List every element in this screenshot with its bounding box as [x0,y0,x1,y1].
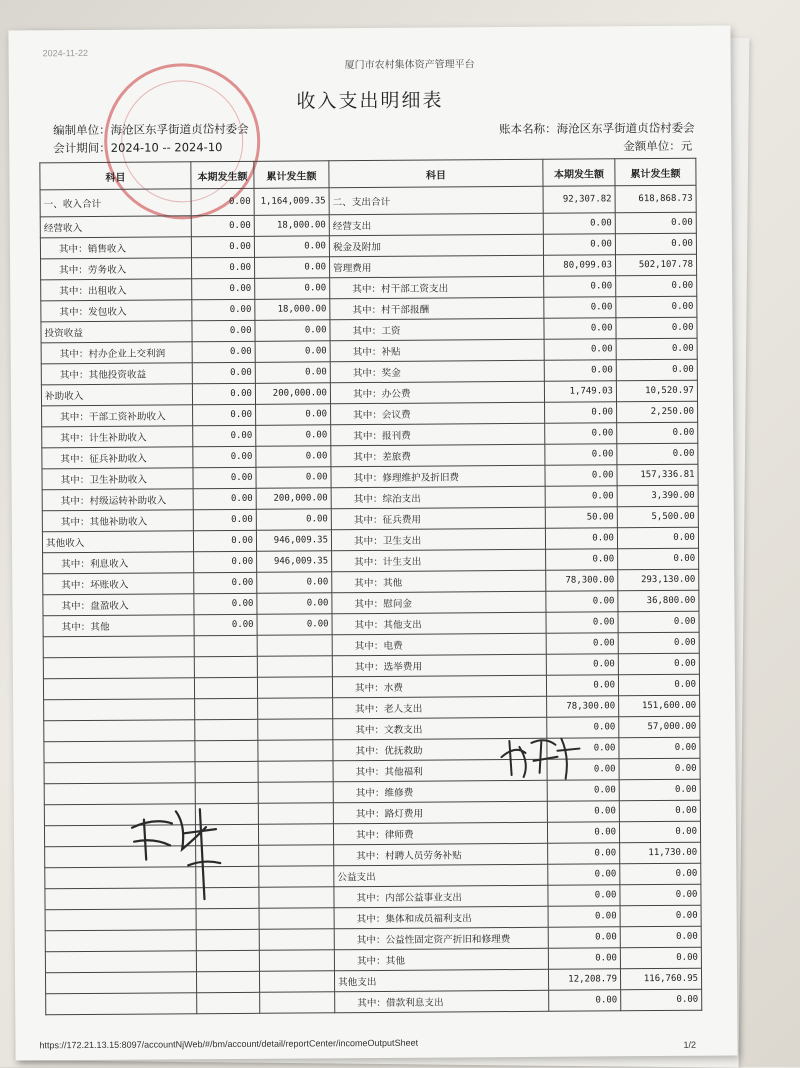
cumulative-amount-cell: 0.00 [619,758,700,780]
empty-cell [44,741,195,763]
empty-cell [259,866,334,888]
current-amount-cell: 0.00 [545,423,617,445]
subject-cell: 管理费用 [330,255,544,277]
cumulative-amount-cell: 0.00 [616,359,697,381]
cumulative-amount-cell: 502,107.78 [615,254,696,276]
cumulative-amount-cell: 0.00 [620,905,701,927]
empty-cell [196,950,259,971]
col-header-current: 本期发生额 [191,161,254,188]
cumulative-amount-cell: 18,000.00 [255,299,330,321]
current-amount-cell: 0.00 [544,360,616,382]
cumulative-amount-cell: 0.00 [255,320,330,342]
subject-cell: 其中：发包收入 [41,300,192,322]
subject-cell: 其中：卫生补助收入 [42,468,193,490]
subject-cell: 其中：征兵费用 [331,507,545,529]
empty-cell [257,635,332,657]
current-amount-cell: 0.00 [546,633,618,655]
current-amount-cell: 0.00 [544,318,616,340]
current-amount-cell: 0.00 [194,593,257,614]
subject-cell: 其中：其他 [332,570,546,592]
subject-cell: 其中：律师费 [333,822,547,844]
empty-cell [258,740,333,762]
current-amount-cell: 0.00 [543,234,615,256]
cumulative-amount-cell: 36,800.00 [618,590,699,612]
empty-cell [45,972,196,994]
cumulative-amount-cell: 618,868.73 [615,185,696,213]
platform-name: 厦门市农村集体资产管理平台 [344,59,475,72]
subject-cell: 其中：其他补助收入 [42,510,193,532]
empty-cell [259,929,334,951]
cumulative-amount-cell: 151,600.00 [619,695,700,717]
current-amount-cell: 0.00 [193,446,256,467]
current-amount-cell: 0.00 [547,717,619,739]
current-amount-cell: 0.00 [192,362,255,383]
current-amount-cell: 0.00 [547,759,619,781]
empty-cell [259,887,334,909]
subject-cell: 其中：水费 [332,675,546,697]
subject-cell: 其中：修理维护及折旧费 [331,465,545,487]
cumulative-amount-cell: 0.00 [616,275,697,297]
subject-cell: 其中：老人支出 [333,696,547,718]
current-amount-cell: 0.00 [547,801,619,823]
current-amount-cell: 92,307.82 [543,186,615,214]
subject-cell: 其中：其他 [334,948,548,970]
empty-cell [45,909,196,931]
subject-cell: 其中：内部公益事业支出 [334,885,548,907]
subject-cell: 经营收入 [40,216,191,238]
cumulative-amount-cell: 0.00 [617,443,698,465]
cumulative-amount-cell: 946,009.35 [256,530,331,552]
current-amount-cell: 0.00 [545,486,617,508]
current-amount-cell: 80,099.03 [543,255,615,277]
subject-cell: 其中：出租收入 [41,279,192,301]
cumulative-amount-cell: 293,130.00 [618,569,699,591]
subject-cell: 其中：优抚救助 [333,738,547,760]
empty-cell [196,908,259,929]
subject-cell: 其中：其他投资收益 [41,363,192,385]
subject-cell: 其中：销售收入 [40,237,191,259]
currency-unit: 金额单位：元 [623,138,693,154]
cumulative-amount-cell: 200,000.00 [255,383,330,405]
cumulative-amount-cell: 0.00 [618,632,699,654]
footer-url: https://172.21.13.15:8097/accountNjWeb/#/bm/account/detail/reportCenter/incomeOutputSheet [39,1037,419,1051]
current-amount-cell: 0.00 [548,906,620,928]
current-amount-cell: 0.00 [544,339,616,361]
current-amount-cell: 0.00 [548,864,620,886]
col-header-subject: 科目 [329,159,543,187]
cumulative-amount-cell: 1,164,009.35 [254,188,329,216]
cumulative-amount-cell: 0.00 [620,884,701,906]
cumulative-amount-cell: 5,500.00 [617,506,698,528]
subject-cell: 其中：借款利息支出 [335,990,549,1012]
handwritten-signature-left [124,789,235,910]
current-amount-cell: 0.00 [192,383,255,404]
subject-cell: 税金及附加 [329,234,543,256]
current-amount-cell: 0.00 [193,488,256,509]
cumulative-amount-cell: 18,000.00 [254,215,329,237]
cumulative-amount-cell: 0.00 [620,926,701,948]
current-amount-cell: 0.00 [545,402,617,424]
subject-cell: 其中：村办企业上交利润 [41,342,192,364]
cumulative-amount-cell: 0.00 [619,821,700,843]
subject-cell: 二、支出合计 [329,186,543,214]
empty-cell [259,908,334,930]
cumulative-amount-cell: 0.00 [256,425,331,447]
empty-cell [194,635,257,656]
subject-cell: 其中：卫生支出 [331,528,545,550]
current-amount-cell: 0.00 [546,675,618,697]
current-amount-cell: 0.00 [544,297,616,319]
subject-cell: 其中：征兵补助收入 [42,447,193,469]
col-header-current: 本期发生额 [543,159,615,187]
empty-cell [196,971,259,992]
subject-cell: 其中：综治支出 [331,486,545,508]
subject-cell: 其中：坏账收入 [43,573,194,595]
empty-cell [257,677,332,699]
col-header-cumulative: 累计发生额 [254,161,329,189]
empty-cell [44,762,195,784]
cumulative-amount-cell: 0.00 [620,863,701,885]
subject-cell: 补助收入 [41,384,192,406]
empty-cell [258,719,333,741]
empty-cell [196,929,259,950]
ledger-name: 账本名称：海沧区东孚街道贞岱村委会 [499,120,695,137]
cumulative-amount-cell: 0.00 [616,338,697,360]
empty-cell [45,930,196,952]
subject-cell: 其中：劳务收入 [41,258,192,280]
subject-cell: 其中：补贴 [330,339,544,361]
subject-cell: 其中：村干部报酬 [330,297,544,319]
cumulative-amount-cell: 157,336.81 [617,464,698,486]
cumulative-amount-cell: 0.00 [256,446,331,468]
current-amount-cell: 0.00 [546,549,618,571]
empty-cell [258,761,333,783]
current-amount-cell: 0.00 [548,948,620,970]
subject-cell: 其中：慰问金 [332,591,546,613]
cumulative-amount-cell: 0.00 [256,467,331,489]
col-header-subject: 科目 [40,162,191,190]
empty-cell [257,656,332,678]
current-amount-cell: 0.00 [194,551,257,572]
current-amount-cell: 0.00 [546,654,618,676]
current-amount-cell: 0.00 [191,236,254,257]
cumulative-amount-cell: 3,390.00 [617,485,698,507]
cumulative-amount-cell: 0.00 [615,212,696,234]
cumulative-amount-cell: 0.00 [619,779,700,801]
empty-cell [194,656,257,677]
compiling-unit: 编制单位：海沧区东孚街道贞岱村委会 [53,121,249,138]
current-amount-cell: 0.00 [193,509,256,530]
subject-cell: 其中：盘盈收入 [43,594,194,616]
subject-cell: 其中：其他支出 [332,612,546,634]
cumulative-amount-cell: 0.00 [256,509,331,531]
current-amount-cell: 1,749.03 [544,381,616,403]
empty-cell [197,992,260,1013]
subject-cell: 其中：干部工资补助收入 [42,405,193,427]
cumulative-amount-cell: 116,760.95 [620,968,701,990]
subject-cell: 其中：电费 [332,633,546,655]
current-amount-cell: 0.00 [192,320,255,341]
cumulative-amount-cell: 57,000.00 [619,716,700,738]
subject-cell: 其中：村干部工资支出 [330,276,544,298]
subject-cell: 其中：差旅费 [331,444,545,466]
empty-cell [195,761,258,782]
empty-cell [259,950,334,972]
cumulative-amount-cell: 0.00 [616,296,697,318]
subject-cell: 其中：其他 [43,615,194,637]
empty-cell [258,698,333,720]
subject-cell: 其中：计生支出 [332,549,546,571]
report-title: 收入支出明细表 [296,89,444,113]
subject-cell: 其中：路灯费用 [333,801,547,823]
current-amount-cell: 0.00 [548,927,620,949]
current-amount-cell: 0.00 [192,278,255,299]
current-amount-cell: 0.00 [193,425,256,446]
current-amount-cell: 50.00 [545,507,617,529]
cumulative-amount-cell: 0.00 [621,989,702,1011]
subject-cell: 其中：集体和成员福利支出 [334,906,548,928]
cumulative-amount-cell: 2,250.00 [617,401,698,423]
cumulative-amount-cell: 0.00 [254,236,329,258]
subject-cell: 其中：村级运转补助收入 [42,489,193,511]
current-amount-cell: 0.00 [548,843,620,865]
cumulative-amount-cell: 0.00 [255,341,330,363]
cumulative-amount-cell: 0.00 [255,257,330,279]
cumulative-amount-cell: 0.00 [257,572,332,594]
subject-cell: 其中：办公费 [330,381,544,403]
subject-cell: 其他收入 [42,531,193,553]
cumulative-amount-cell: 0.00 [615,233,696,255]
current-amount-cell: 0.00 [549,990,621,1012]
subject-cell: 其中：会议费 [331,402,545,424]
empty-cell [46,993,197,1015]
current-amount-cell: 0.00 [193,530,256,551]
cumulative-amount-cell: 10,520.97 [616,380,697,402]
empty-cell [44,699,195,721]
empty-cell [43,678,194,700]
cumulative-amount-cell: 0.00 [620,947,701,969]
cumulative-amount-cell: 0.00 [257,593,332,615]
handwritten-signature-right [495,727,585,788]
subject-cell: 其中：报刊费 [331,423,545,445]
subject-cell: 其中：村聘人员劳务补贴 [334,843,548,865]
report-page [8,25,737,1060]
current-amount-cell: 0.00 [192,341,255,362]
current-amount-cell: 0.00 [193,404,256,425]
accounting-period: 会计期间：2024-10 -- 2024-10 [53,140,223,156]
current-amount-cell: 0.00 [546,591,618,613]
current-amount-cell: 78,300.00 [546,570,618,592]
cumulative-amount-cell: 0.00 [618,611,699,633]
cumulative-amount-cell: 0.00 [255,278,330,300]
current-amount-cell: 0.00 [194,572,257,593]
cumulative-amount-cell: 200,000.00 [256,488,331,510]
subject-cell: 其他支出 [334,969,548,991]
table-row [46,989,702,1015]
empty-cell [45,951,196,973]
cumulative-amount-cell: 0.00 [256,404,331,426]
current-amount-cell: 0.00 [192,299,255,320]
subject-cell: 公益支出 [334,864,548,886]
current-amount-cell: 78,300.00 [547,696,619,718]
cumulative-amount-cell: 11,730.00 [620,842,701,864]
current-amount-cell: 0.00 [191,188,254,215]
cumulative-amount-cell: 0.00 [619,800,700,822]
subject-cell: 其中：奖金 [330,360,544,382]
empty-cell [258,824,333,846]
current-amount-cell: 0.00 [547,738,619,760]
current-amount-cell: 0.00 [545,444,617,466]
subject-cell: 经营支出 [329,213,543,235]
cumulative-amount-cell: 0.00 [619,737,700,759]
col-header-cumulative: 累计发生额 [615,158,696,186]
current-amount-cell: 0.00 [543,213,615,235]
cumulative-amount-cell: 0.00 [618,548,699,570]
subject-cell: 其中：其他福利 [333,759,547,781]
page-number: 1/2 [683,1039,697,1050]
empty-cell [259,845,334,867]
cumulative-amount-cell: 0.00 [616,317,697,339]
cumulative-amount-cell: 0.00 [255,362,330,384]
cumulative-amount-cell: 0.00 [617,527,698,549]
print-date: 2024-11-22 [42,47,88,59]
empty-cell [194,677,257,698]
current-amount-cell: 0.00 [547,822,619,844]
subject-cell: 其中：利息收入 [43,552,194,574]
subject-cell: 投资收益 [41,321,192,343]
current-amount-cell: 0.00 [546,612,618,634]
current-amount-cell: 0.00 [192,257,255,278]
subject-cell: 其中：维修费 [333,780,547,802]
current-amount-cell: 0.00 [191,215,254,236]
cumulative-amount-cell: 946,009.35 [257,551,332,573]
current-amount-cell: 0.00 [193,467,256,488]
current-amount-cell: 12,208.79 [548,969,620,991]
empty-cell [260,992,335,1014]
cumulative-amount-cell: 0.00 [257,614,332,636]
current-amount-cell: 0.00 [194,614,257,635]
empty-cell [195,740,258,761]
current-amount-cell: 0.00 [545,528,617,550]
subject-cell: 其中：计生补助收入 [42,426,193,448]
empty-cell [195,719,258,740]
current-amount-cell: 0.00 [544,276,616,298]
empty-cell [258,782,333,804]
cumulative-amount-cell: 0.00 [617,422,698,444]
empty-cell [258,803,333,825]
empty-cell [44,720,195,742]
current-amount-cell: 0.00 [548,885,620,907]
subject-cell: 其中：选举费用 [332,654,546,676]
empty-cell [43,657,194,679]
subject-cell: 其中：工资 [330,318,544,340]
empty-cell [43,636,194,658]
cumulative-amount-cell: 0.00 [618,653,699,675]
cumulative-amount-cell: 0.00 [618,674,699,696]
subject-cell: 一、收入合计 [40,189,191,217]
empty-cell [195,698,258,719]
subject-cell: 其中：文教支出 [333,717,547,739]
current-amount-cell: 0.00 [547,780,619,802]
subject-cell: 其中：公益性固定资产折旧和修理费 [334,927,548,949]
empty-cell [259,971,334,993]
current-amount-cell: 0.00 [545,465,617,487]
